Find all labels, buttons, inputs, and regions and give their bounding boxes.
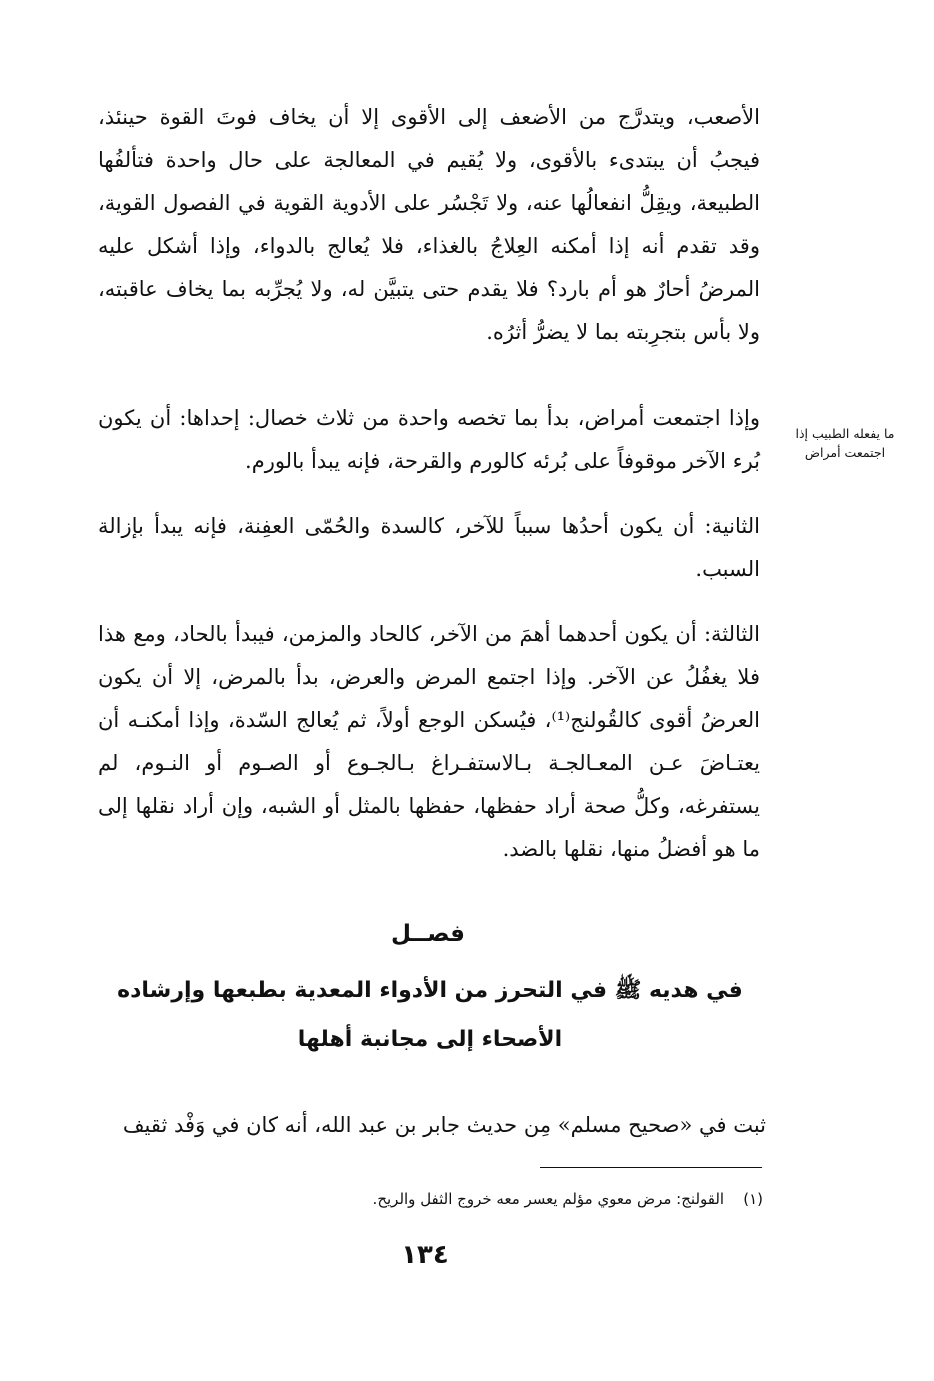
paragraph-third [98,613,760,871]
paragraph-diseases-combined [98,397,760,483]
footnote-divider [540,1167,762,1168]
footnote-text: القولنج: مرض معوي مؤلم يعسر معه خروج الثفل والريح. [372,1190,725,1208]
paragraph-text: الثالثة: أن يكون أحدهما أهمَ من الآخر، كالحاد والمزمن، فيبدأ بالحاد، ومع هذا فلا يغفُلُ عن الآخر. وإذا اجتمع المرض والعرض، بدأ بالمرض، إلا أن يكون العرضُ أقوى كالقُولنج⁽¹⁾، فيُسكن الوجع أولاً، ثم يُعالج السّدة، وإذا أمكنـه أن يعتـاضَ عـن المعـالجـة بـالاستفـراغ بـالجـوع أو الصـوم أو النـوم، لم يستفرغه، وكلُّ صحة أراد حفظها، حفظها بالمثل أو الشبه، وإن أراد نقلها إلى ما هو أفضلُ منها، نقلها بالضد. [98,622,760,861]
page-number: ١٣٤ [401,1240,449,1270]
section-title [90,966,770,1064]
section-label: فصــل [391,921,465,947]
paragraph-text: وإذا اجتمعت أمراض، بدأ بما تخصه واحدة من ثلاث خصال: إحداها: أن يكون بُرء الآخر موقوفاً على بُرئه كالورم والقرحة، فإنه يبدأ بالورم. [98,406,760,473]
section-title-line: الأصحاء إلى مجانبة أهلها [297,1027,563,1052]
paragraph-text: الأصعب، ويتدرَّج من الأضعف إلى الأقوى إلا أن يخاف فوتَ القوة حينئذ، فيجبُ أن يبتدىء بالأقوى، ولا يُقيم في المعالجة على حال واحدة فتألفُها الطبيعة، ويقِلُّ انفعالُها عنه، ولا تَجْسُر على الأدوية القوية في الفصول القوية، وقد تقدم أنه إذا أمكنه العِلاجُ بالغذاء، فلا يُعالج بالدواء، وإذا أشكل عليه المرضُ أحارٌ هو أم بارد؟ فلا يقدم حتى يتبيَّن له، ولا يُجرِّبه بما يخاف عاقبته، ولا بأس بتجرِبته بما لا يضرُّ أثرُه. [98,105,760,344]
paragraph-intro [98,96,760,354]
margin-note: ما يفعله الطبيب إذا اجتمعت أمراض [795,426,895,460]
footnote [101,1186,763,1212]
paragraph-text: الثانية: أن يكون أحدُها سبباً للآخر، كالسدة والحُمّى العفِنة، فإنه يبدأ بإزالة السبب. [98,514,760,581]
paragraph-text: ثبت في «صحيح مسلم» مِن حديث جابر بن عبد الله، أنه كان في وَفْد ثقيف [122,1113,766,1137]
footnote-marker: (١) [743,1190,763,1208]
section-title-line: في هديه ﷺ في التحرز من الأدواء المعدية بطبعها وإرشاده [117,978,743,1003]
paragraph-hadith [96,1104,766,1147]
paragraph-second [98,505,760,591]
